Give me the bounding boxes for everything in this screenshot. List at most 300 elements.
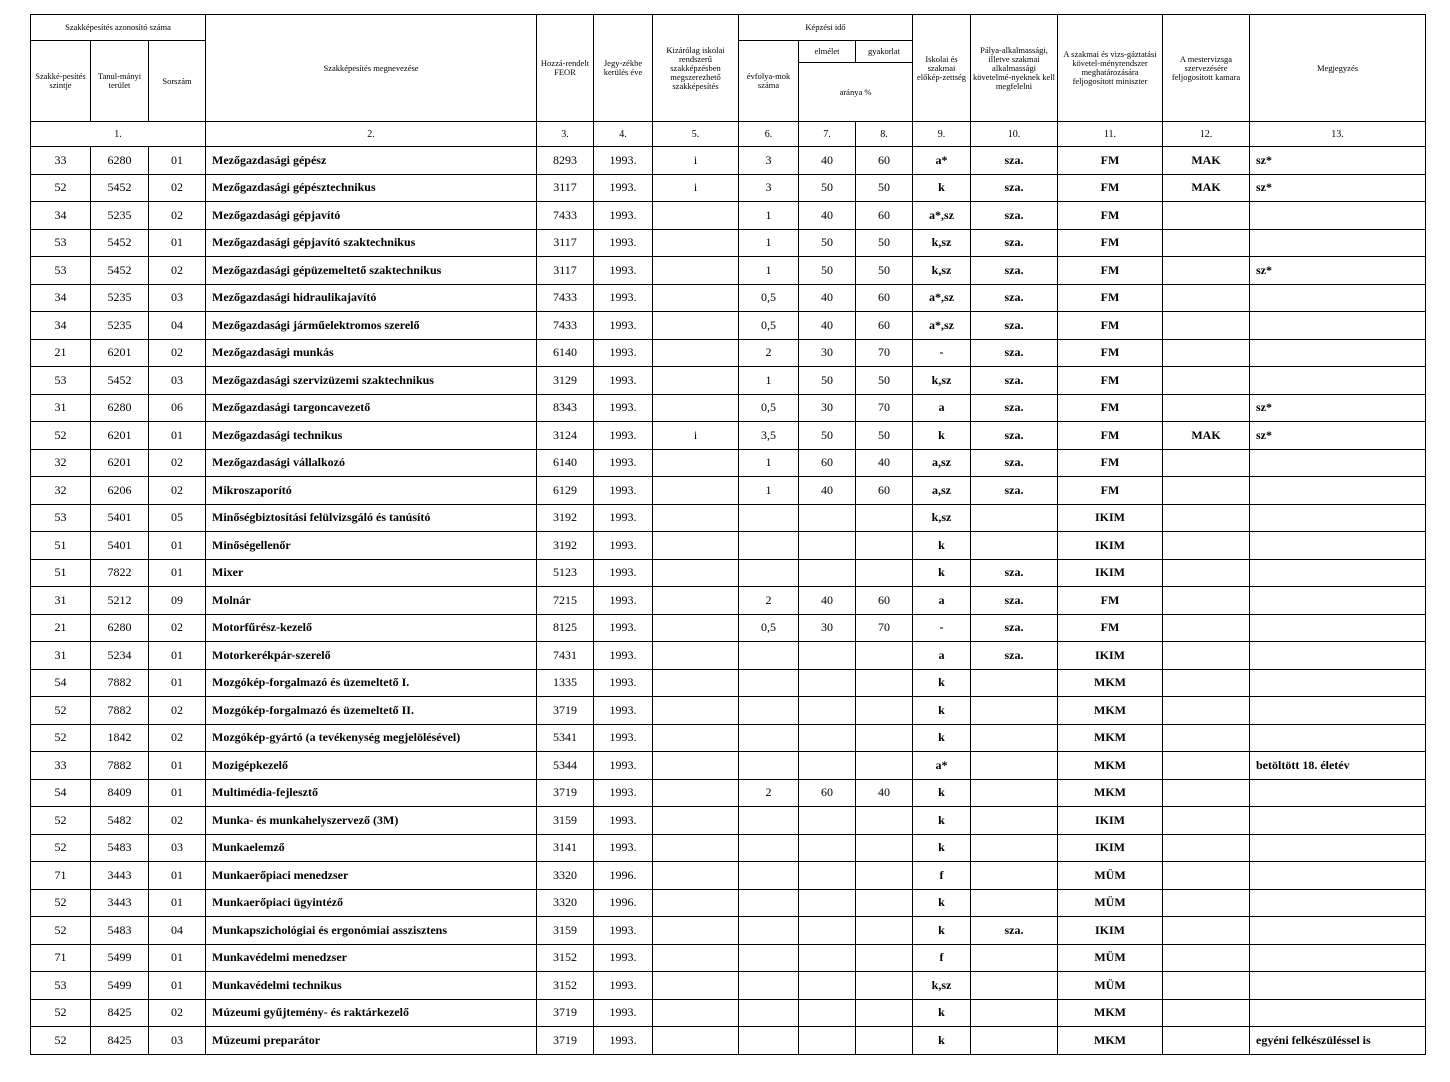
cell-palya: sza. <box>971 917 1058 945</box>
cell-gyakorlat <box>856 889 913 917</box>
table-row <box>31 917 1426 945</box>
cell-name: Munkaerőpiaci menedzser <box>206 862 537 890</box>
cell-iskolai: k <box>913 1027 971 1055</box>
cell-palya <box>971 807 1058 835</box>
header-col-number: 11. <box>1058 122 1163 147</box>
cell-palya <box>971 862 1058 890</box>
cell-name: Mezőgazdasági targoncavezető <box>206 394 537 422</box>
cell-szint: 53 <box>31 972 91 1000</box>
cell-feor: 6129 <box>537 477 594 505</box>
cell-iskolai: k,sz <box>913 972 971 1000</box>
cell-palya: sza. <box>971 614 1058 642</box>
cell-kamara <box>1163 999 1250 1027</box>
cell-kizarolag <box>653 587 739 615</box>
cell-gyakorlat <box>856 944 913 972</box>
cell-elmelet: 30 <box>799 339 856 367</box>
cell-kizarolag <box>653 477 739 505</box>
header-col-number: 1. <box>31 122 206 147</box>
cell-szint: 71 <box>31 944 91 972</box>
cell-year: 1993. <box>594 1027 653 1055</box>
cell-miniszter: FM <box>1058 312 1163 340</box>
cell-megjegyzes <box>1250 999 1426 1027</box>
cell-szint: 53 <box>31 504 91 532</box>
cell-sorszam: 01 <box>149 229 206 257</box>
table-row <box>31 1027 1426 1055</box>
cell-miniszter: FM <box>1058 202 1163 230</box>
cell-sorszam: 01 <box>149 532 206 560</box>
header-palya: Pálya-alkalmassági, illetve szakmai alkalmassági követelmé-nyeknek kell megfelelni <box>971 15 1058 122</box>
cell-miniszter: FM <box>1058 147 1163 175</box>
cell-kamara <box>1163 504 1250 532</box>
cell-kamara <box>1163 257 1250 285</box>
cell-szint: 52 <box>31 724 91 752</box>
cell-megjegyzes <box>1250 944 1426 972</box>
cell-kamara <box>1163 202 1250 230</box>
cell-elmelet: 50 <box>799 422 856 450</box>
cell-iskolai: k <box>913 724 971 752</box>
cell-szint: 53 <box>31 229 91 257</box>
cell-gyakorlat: 50 <box>856 229 913 257</box>
cell-megjegyzes: sz* <box>1250 422 1426 450</box>
cell-palya: sza. <box>971 174 1058 202</box>
cell-gyakorlat: 60 <box>856 284 913 312</box>
cell-iskolai: a <box>913 642 971 670</box>
cell-megjegyzes <box>1250 587 1426 615</box>
cell-megjegyzes: egyéni felkészüléssel is <box>1250 1027 1426 1055</box>
cell-kamara: MAK <box>1163 422 1250 450</box>
cell-name: Motorfűrész-kezelő <box>206 614 537 642</box>
header-year: Jegy-zékbe kerülés éve <box>594 15 653 122</box>
table-row <box>31 284 1426 312</box>
cell-gyakorlat: 50 <box>856 422 913 450</box>
cell-kizarolag: i <box>653 147 739 175</box>
header-col-number: 4. <box>594 122 653 147</box>
cell-kizarolag <box>653 229 739 257</box>
cell-kizarolag <box>653 697 739 725</box>
cell-sorszam: 02 <box>149 999 206 1027</box>
cell-kizarolag <box>653 257 739 285</box>
cell-sorszam: 01 <box>149 972 206 1000</box>
cell-palya <box>971 1027 1058 1055</box>
cell-elmelet <box>799 642 856 670</box>
cell-name: Mezőgazdasági gépüzemeltető szaktechnikus <box>206 257 537 285</box>
cell-iskolai: f <box>913 862 971 890</box>
cell-megjegyzes <box>1250 312 1426 340</box>
cell-evfolyam: 0,5 <box>739 312 799 340</box>
cell-gyakorlat: 40 <box>856 779 913 807</box>
cell-szint: 52 <box>31 834 91 862</box>
cell-miniszter: MKM <box>1058 779 1163 807</box>
cell-palya <box>971 532 1058 560</box>
cell-gyakorlat: 50 <box>856 174 913 202</box>
cell-gyakorlat: 70 <box>856 339 913 367</box>
cell-megjegyzes <box>1250 807 1426 835</box>
cell-szint: 33 <box>31 752 91 780</box>
cell-iskolai: a <box>913 587 971 615</box>
cell-iskolai: k <box>913 917 971 945</box>
cell-terulet: 5212 <box>91 587 149 615</box>
cell-evfolyam <box>739 972 799 1000</box>
cell-year: 1993. <box>594 202 653 230</box>
cell-evfolyam: 2 <box>739 587 799 615</box>
cell-sorszam: 02 <box>149 614 206 642</box>
cell-kamara <box>1163 724 1250 752</box>
cell-miniszter: IKIM <box>1058 642 1163 670</box>
table-row <box>31 587 1426 615</box>
cell-szint: 51 <box>31 559 91 587</box>
cell-name: Mezőgazdasági gépész <box>206 147 537 175</box>
cell-iskolai: - <box>913 614 971 642</box>
cell-palya: sza. <box>971 394 1058 422</box>
cell-kamara <box>1163 367 1250 395</box>
cell-szint: 34 <box>31 284 91 312</box>
cell-elmelet <box>799 1027 856 1055</box>
cell-iskolai: k <box>913 889 971 917</box>
cell-feor: 3192 <box>537 504 594 532</box>
cell-terulet: 7882 <box>91 669 149 697</box>
cell-elmelet <box>799 944 856 972</box>
cell-evfolyam <box>739 559 799 587</box>
cell-gyakorlat <box>856 834 913 862</box>
cell-sorszam: 01 <box>149 862 206 890</box>
cell-megjegyzes <box>1250 614 1426 642</box>
cell-elmelet <box>799 889 856 917</box>
cell-megjegyzes <box>1250 229 1426 257</box>
cell-feor: 8343 <box>537 394 594 422</box>
cell-name: Mixer <box>206 559 537 587</box>
cell-name: Munka- és munkahelyszervező (3M) <box>206 807 537 835</box>
cell-feor: 5341 <box>537 724 594 752</box>
cell-szint: 32 <box>31 477 91 505</box>
header-col-number: 6. <box>739 122 799 147</box>
cell-elmelet <box>799 972 856 1000</box>
cell-year: 1993. <box>594 669 653 697</box>
cell-palya <box>971 504 1058 532</box>
cell-evfolyam: 3 <box>739 147 799 175</box>
cell-sorszam: 01 <box>149 559 206 587</box>
cell-kizarolag <box>653 917 739 945</box>
cell-feor: 3320 <box>537 862 594 890</box>
cell-gyakorlat: 60 <box>856 312 913 340</box>
cell-year: 1993. <box>594 257 653 285</box>
cell-kizarolag <box>653 807 739 835</box>
cell-iskolai: k <box>913 174 971 202</box>
table-row <box>31 312 1426 340</box>
cell-kamara <box>1163 394 1250 422</box>
cell-sorszam: 02 <box>149 174 206 202</box>
cell-elmelet: 40 <box>799 312 856 340</box>
cell-feor: 7431 <box>537 642 594 670</box>
cell-kamara <box>1163 752 1250 780</box>
cell-palya: sza. <box>971 202 1058 230</box>
cell-kamara <box>1163 972 1250 1000</box>
table-row <box>31 752 1426 780</box>
cell-sorszam: 05 <box>149 504 206 532</box>
cell-terulet: 6280 <box>91 147 149 175</box>
cell-feor: 7215 <box>537 587 594 615</box>
cell-iskolai: k <box>913 559 971 587</box>
cell-terulet: 8425 <box>91 1027 149 1055</box>
header-col-number: 2. <box>206 122 537 147</box>
cell-miniszter: FM <box>1058 587 1163 615</box>
cell-gyakorlat: 60 <box>856 147 913 175</box>
cell-palya <box>971 944 1058 972</box>
table-row <box>31 339 1426 367</box>
cell-kizarolag <box>653 312 739 340</box>
cell-iskolai: a*,sz <box>913 284 971 312</box>
cell-iskolai: a* <box>913 752 971 780</box>
cell-kamara <box>1163 284 1250 312</box>
cell-feor: 3159 <box>537 917 594 945</box>
table-row <box>31 147 1426 175</box>
cell-iskolai: k,sz <box>913 367 971 395</box>
cell-kamara <box>1163 669 1250 697</box>
table-row <box>31 642 1426 670</box>
cell-miniszter: FM <box>1058 229 1163 257</box>
cell-kamara <box>1163 559 1250 587</box>
cell-elmelet: 30 <box>799 614 856 642</box>
cell-kizarolag <box>653 889 739 917</box>
cell-evfolyam: 1 <box>739 257 799 285</box>
cell-elmelet <box>799 669 856 697</box>
cell-iskolai: a*,sz <box>913 202 971 230</box>
cell-name: Mezőgazdasági munkás <box>206 339 537 367</box>
cell-evfolyam <box>739 669 799 697</box>
table-row <box>31 807 1426 835</box>
cell-gyakorlat: 60 <box>856 587 913 615</box>
table-row <box>31 422 1426 450</box>
cell-feor: 3719 <box>537 999 594 1027</box>
cell-gyakorlat <box>856 862 913 890</box>
cell-elmelet <box>799 834 856 862</box>
cell-megjegyzes: sz* <box>1250 147 1426 175</box>
cell-sorszam: 03 <box>149 284 206 312</box>
cell-miniszter: IKIM <box>1058 917 1163 945</box>
cell-year: 1993. <box>594 147 653 175</box>
cell-palya <box>971 972 1058 1000</box>
cell-terulet: 5483 <box>91 834 149 862</box>
cell-elmelet: 60 <box>799 449 856 477</box>
cell-miniszter: MÜM <box>1058 862 1163 890</box>
cell-terulet: 6280 <box>91 394 149 422</box>
table-row <box>31 834 1426 862</box>
cell-miniszter: IKIM <box>1058 559 1163 587</box>
table-row <box>31 532 1426 560</box>
cell-gyakorlat <box>856 669 913 697</box>
cell-palya <box>971 724 1058 752</box>
cell-gyakorlat <box>856 642 913 670</box>
cell-year: 1993. <box>594 642 653 670</box>
header-col-number: 13. <box>1250 122 1426 147</box>
cell-feor: 7433 <box>537 312 594 340</box>
cell-megjegyzes <box>1250 972 1426 1000</box>
cell-terulet: 8409 <box>91 779 149 807</box>
cell-elmelet <box>799 752 856 780</box>
cell-sorszam: 01 <box>149 147 206 175</box>
cell-feor: 3719 <box>537 779 594 807</box>
cell-palya <box>971 999 1058 1027</box>
cell-kizarolag: i <box>653 422 739 450</box>
cell-elmelet: 50 <box>799 367 856 395</box>
cell-elmelet: 30 <box>799 394 856 422</box>
cell-terulet: 5452 <box>91 367 149 395</box>
cell-kamara <box>1163 449 1250 477</box>
cell-kamara <box>1163 697 1250 725</box>
cell-feor: 3152 <box>537 972 594 1000</box>
cell-miniszter: MKM <box>1058 1027 1163 1055</box>
cell-iskolai: a*,sz <box>913 312 971 340</box>
cell-feor: 3117 <box>537 229 594 257</box>
cell-evfolyam <box>739 504 799 532</box>
cell-terulet: 5499 <box>91 972 149 1000</box>
cell-kizarolag <box>653 532 739 560</box>
cell-feor: 7433 <box>537 202 594 230</box>
cell-terulet: 7882 <box>91 697 149 725</box>
cell-palya: sza. <box>971 312 1058 340</box>
cell-megjegyzes <box>1250 532 1426 560</box>
header-name: Szakképesítés megnevezése <box>206 15 537 122</box>
table-row <box>31 229 1426 257</box>
cell-sorszam: 02 <box>149 257 206 285</box>
cell-evfolyam <box>739 752 799 780</box>
header-col-number: 7. <box>799 122 856 147</box>
cell-szint: 32 <box>31 449 91 477</box>
cell-feor: 3117 <box>537 174 594 202</box>
cell-terulet: 6201 <box>91 339 149 367</box>
cell-sorszam: 02 <box>149 697 206 725</box>
cell-kizarolag <box>653 284 739 312</box>
cell-gyakorlat <box>856 532 913 560</box>
cell-szint: 71 <box>31 862 91 890</box>
qualification-table <box>30 14 1426 1055</box>
cell-palya <box>971 697 1058 725</box>
cell-gyakorlat: 70 <box>856 394 913 422</box>
cell-palya: sza. <box>971 449 1058 477</box>
cell-megjegyzes: sz* <box>1250 174 1426 202</box>
cell-evfolyam: 0,5 <box>739 614 799 642</box>
cell-evfolyam <box>739 889 799 917</box>
cell-miniszter: FM <box>1058 174 1163 202</box>
cell-terulet: 3443 <box>91 889 149 917</box>
cell-szint: 52 <box>31 1027 91 1055</box>
cell-szint: 52 <box>31 697 91 725</box>
cell-miniszter: MKM <box>1058 752 1163 780</box>
cell-sorszam: 02 <box>149 449 206 477</box>
table-row <box>31 724 1426 752</box>
cell-year: 1993. <box>594 174 653 202</box>
cell-terulet: 5452 <box>91 229 149 257</box>
cell-szint: 52 <box>31 889 91 917</box>
cell-year: 1993. <box>594 284 653 312</box>
cell-evfolyam <box>739 944 799 972</box>
table-row <box>31 697 1426 725</box>
cell-megjegyzes: betöltött 18. életév <box>1250 752 1426 780</box>
cell-terulet: 5452 <box>91 174 149 202</box>
cell-miniszter: MKM <box>1058 999 1163 1027</box>
table-row <box>31 944 1426 972</box>
cell-elmelet <box>799 917 856 945</box>
cell-name: Munkavédelmi technikus <box>206 972 537 1000</box>
cell-gyakorlat: 60 <box>856 477 913 505</box>
cell-year: 1993. <box>594 587 653 615</box>
cell-feor: 3124 <box>537 422 594 450</box>
cell-elmelet: 50 <box>799 257 856 285</box>
cell-sorszam: 01 <box>149 669 206 697</box>
cell-palya: sza. <box>971 559 1058 587</box>
cell-name: Molnár <box>206 587 537 615</box>
cell-evfolyam <box>739 917 799 945</box>
cell-iskolai: k <box>913 669 971 697</box>
cell-miniszter: FM <box>1058 614 1163 642</box>
cell-palya: sza. <box>971 587 1058 615</box>
cell-year: 1993. <box>594 999 653 1027</box>
table-row <box>31 449 1426 477</box>
cell-iskolai: a,sz <box>913 477 971 505</box>
cell-kamara <box>1163 532 1250 560</box>
cell-evfolyam: 0,5 <box>739 394 799 422</box>
cell-name: Munkaerőpiaci ügyintéző <box>206 889 537 917</box>
cell-name: Minőségbiztosítási felülvizsgáló és tanúsító <box>206 504 537 532</box>
cell-megjegyzes <box>1250 779 1426 807</box>
cell-sorszam: 02 <box>149 807 206 835</box>
cell-elmelet: 50 <box>799 229 856 257</box>
cell-name: Múzeumi preparátor <box>206 1027 537 1055</box>
cell-kizarolag <box>653 834 739 862</box>
cell-gyakorlat: 40 <box>856 449 913 477</box>
cell-evfolyam: 3 <box>739 174 799 202</box>
header-miniszter: A szakmai és vizs-gáztatási követel-ményrendszer meghatározására feljogosított miniszter <box>1058 15 1163 122</box>
cell-kamara <box>1163 889 1250 917</box>
cell-feor: 8293 <box>537 147 594 175</box>
cell-evfolyam <box>739 999 799 1027</box>
cell-iskolai: f <box>913 944 971 972</box>
cell-iskolai: k,sz <box>913 229 971 257</box>
table-row <box>31 504 1426 532</box>
cell-szint: 31 <box>31 587 91 615</box>
cell-evfolyam <box>739 834 799 862</box>
cell-terulet: 5235 <box>91 202 149 230</box>
header-col-number: 9. <box>913 122 971 147</box>
cell-kamara <box>1163 229 1250 257</box>
cell-gyakorlat: 70 <box>856 614 913 642</box>
cell-terulet: 6201 <box>91 422 149 450</box>
cell-iskolai: k <box>913 779 971 807</box>
cell-name: Mikroszaporító <box>206 477 537 505</box>
cell-iskolai: k,sz <box>913 257 971 285</box>
cell-iskolai: k <box>913 834 971 862</box>
cell-iskolai: k <box>913 532 971 560</box>
cell-megjegyzes <box>1250 202 1426 230</box>
cell-sorszam: 02 <box>149 724 206 752</box>
cell-megjegyzes <box>1250 862 1426 890</box>
cell-terulet: 5234 <box>91 642 149 670</box>
cell-year: 1993. <box>594 532 653 560</box>
cell-megjegyzes <box>1250 724 1426 752</box>
header-evfolyam: évfolya-mok száma <box>739 41 799 122</box>
cell-year: 1996. <box>594 889 653 917</box>
table-row <box>31 669 1426 697</box>
header-iskolai: Iskolai és szakmai előkép-zettség <box>913 15 971 122</box>
cell-feor: 3152 <box>537 944 594 972</box>
cell-sorszam: 02 <box>149 477 206 505</box>
cell-name: Mezőgazdasági technikus <box>206 422 537 450</box>
cell-evfolyam: 0,5 <box>739 284 799 312</box>
cell-megjegyzes: sz* <box>1250 394 1426 422</box>
cell-sorszam: 02 <box>149 202 206 230</box>
cell-szint: 54 <box>31 669 91 697</box>
cell-szint: 52 <box>31 807 91 835</box>
cell-terulet: 5482 <box>91 807 149 835</box>
